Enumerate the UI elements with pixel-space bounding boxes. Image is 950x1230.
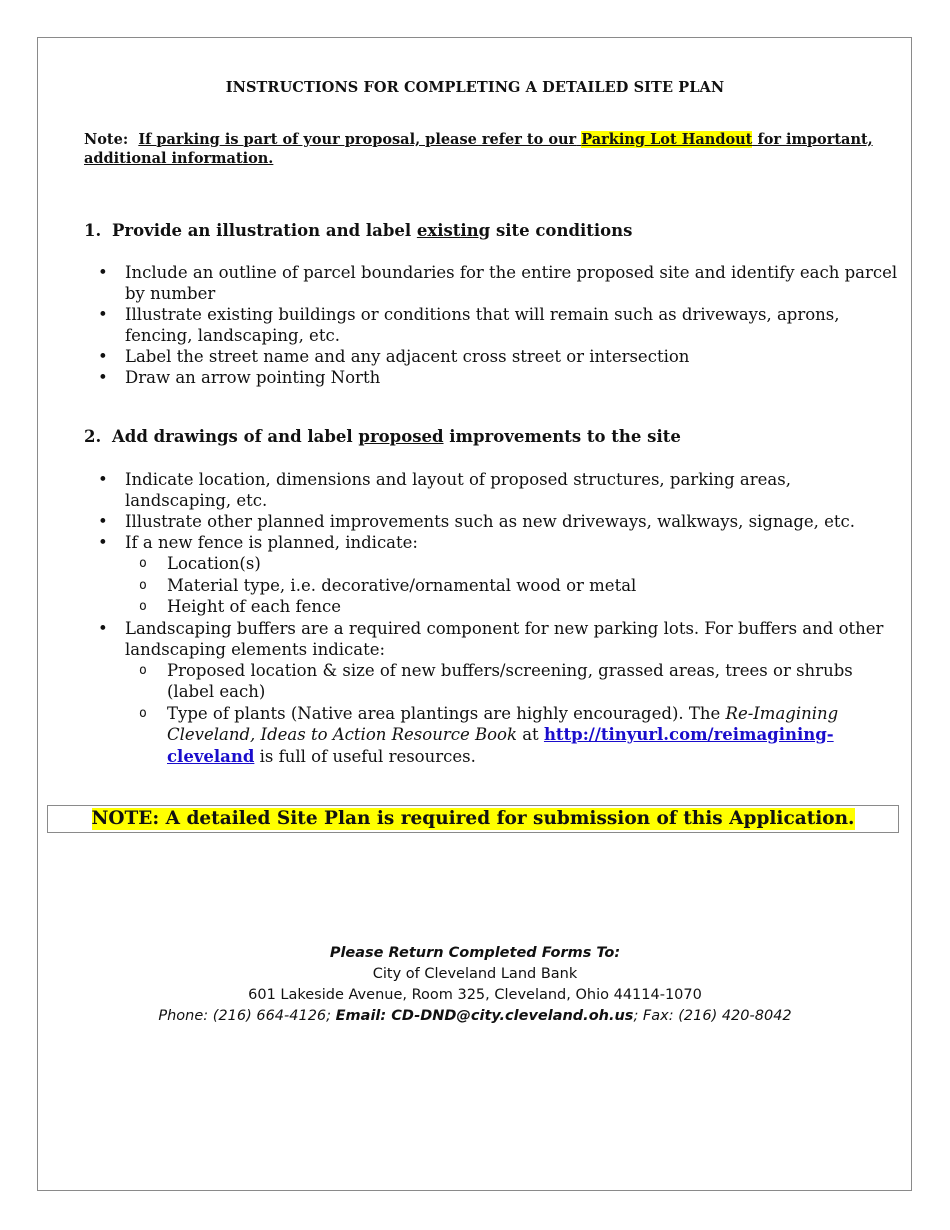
- footer-org: City of Cleveland Land Bank: [372, 966, 578, 982]
- section-2-number: 2.: [84, 427, 102, 446]
- note-text-after: for important, additional information.: [84, 131, 873, 167]
- footer-address: 601 Lakeside Avenue, Room 325, Cleveland, Ohio 44114-1070: [248, 987, 702, 1003]
- footer-contact: [0, 1006, 950, 1027]
- landscaping-bullet-text: Landscaping buffers are a required component for new parking lots. For buffers and other landscaping elements indicate:: [125, 618, 884, 659]
- list-item: • Indicate location, dimensions and layout of proposed structures, parking areas, landscaping, etc.: [84, 469, 902, 511]
- list-item: • Illustrate other planned improvements such as new driveways, walkways, signage, etc.: [84, 511, 902, 532]
- list-item: • Include an outline of parcel boundaries for the entire proposed site and identify each parcel by number: [84, 262, 902, 304]
- section-1-heading-before: Provide an illustration and label: [112, 221, 412, 240]
- section-2-heading-underlined: proposed: [358, 427, 444, 446]
- footer-heading: Please Return Completed Forms To:: [329, 945, 621, 961]
- list-item-fence: [84, 532, 902, 618]
- sub-list-item: o Location(s): [125, 553, 902, 575]
- section-2-heading-after: improvements to the site: [449, 427, 681, 446]
- parking-lot-handout-highlight: Parking Lot Handout: [581, 131, 753, 148]
- section-2-heading-before: Add drawings of and label: [112, 427, 353, 446]
- list-item: • Illustrate existing buildings or conditions that will remain such as driveways, aprons, fencing, landscaping, etc.: [84, 304, 902, 346]
- note-text-before: If parking is part of your proposal, please refer to our: [138, 131, 577, 148]
- footer-phone: Phone: (216) 664-4126;: [158, 1008, 332, 1024]
- section-1-list: [84, 262, 902, 388]
- parking-note: [84, 130, 884, 168]
- page-title: INSTRUCTIONS FOR COMPLETING A DETAILED SITE PLAN: [225, 79, 725, 96]
- sub-list-item: o Height of each fence: [125, 596, 902, 618]
- fence-bullet-text: If a new fence is planned, indicate:: [125, 533, 418, 552]
- sub-list-item: o Proposed location & size of new buffers/screening, grassed areas, trees or shrubs (label each): [125, 660, 902, 703]
- plants-text-after: is full of useful resources.: [259, 746, 476, 766]
- list-item: • Draw an arrow pointing North: [84, 367, 902, 388]
- plants-text-at: at: [522, 725, 539, 744]
- reimagining-cleveland-link[interactable]: http://tinyurl.com/reimagining-cleveland: [167, 725, 834, 766]
- required-note-text: NOTE: A detailed Site Plan is required for submission of this Application.: [91, 808, 855, 829]
- section-1-heading: [84, 221, 632, 240]
- section-2-list: [84, 469, 902, 767]
- section-1-heading-underlined: existing: [416, 221, 491, 240]
- sub-list-item: o Material type, i.e. decorative/ornamental wood or metal: [125, 575, 902, 597]
- section-2-heading: [84, 427, 681, 446]
- return-address-footer: [0, 943, 950, 1027]
- note-label: Note:: [84, 131, 129, 148]
- footer-email[interactable]: Email: CD-DND@city.cleveland.oh.us: [335, 1008, 634, 1024]
- resource-book-title: Re-Imagining Cleveland, Ideas to Action Resource Book: [167, 703, 839, 744]
- section-1-heading-after: site conditions: [495, 221, 633, 240]
- sub-list-item-plants: [125, 703, 902, 768]
- footer-fax: ; Fax: (216) 420-8042: [633, 1008, 792, 1024]
- list-item: • Label the street name and any adjacent cross street or intersection: [84, 346, 902, 367]
- plants-text-before: Type of plants (Native area plantings are highly encouraged). The: [167, 703, 721, 723]
- list-item-landscaping: [84, 618, 902, 768]
- required-note-box: [47, 805, 899, 833]
- section-1-number: 1.: [84, 221, 102, 240]
- fence-sublist: [125, 553, 902, 618]
- buffer-sublist: [125, 660, 902, 768]
